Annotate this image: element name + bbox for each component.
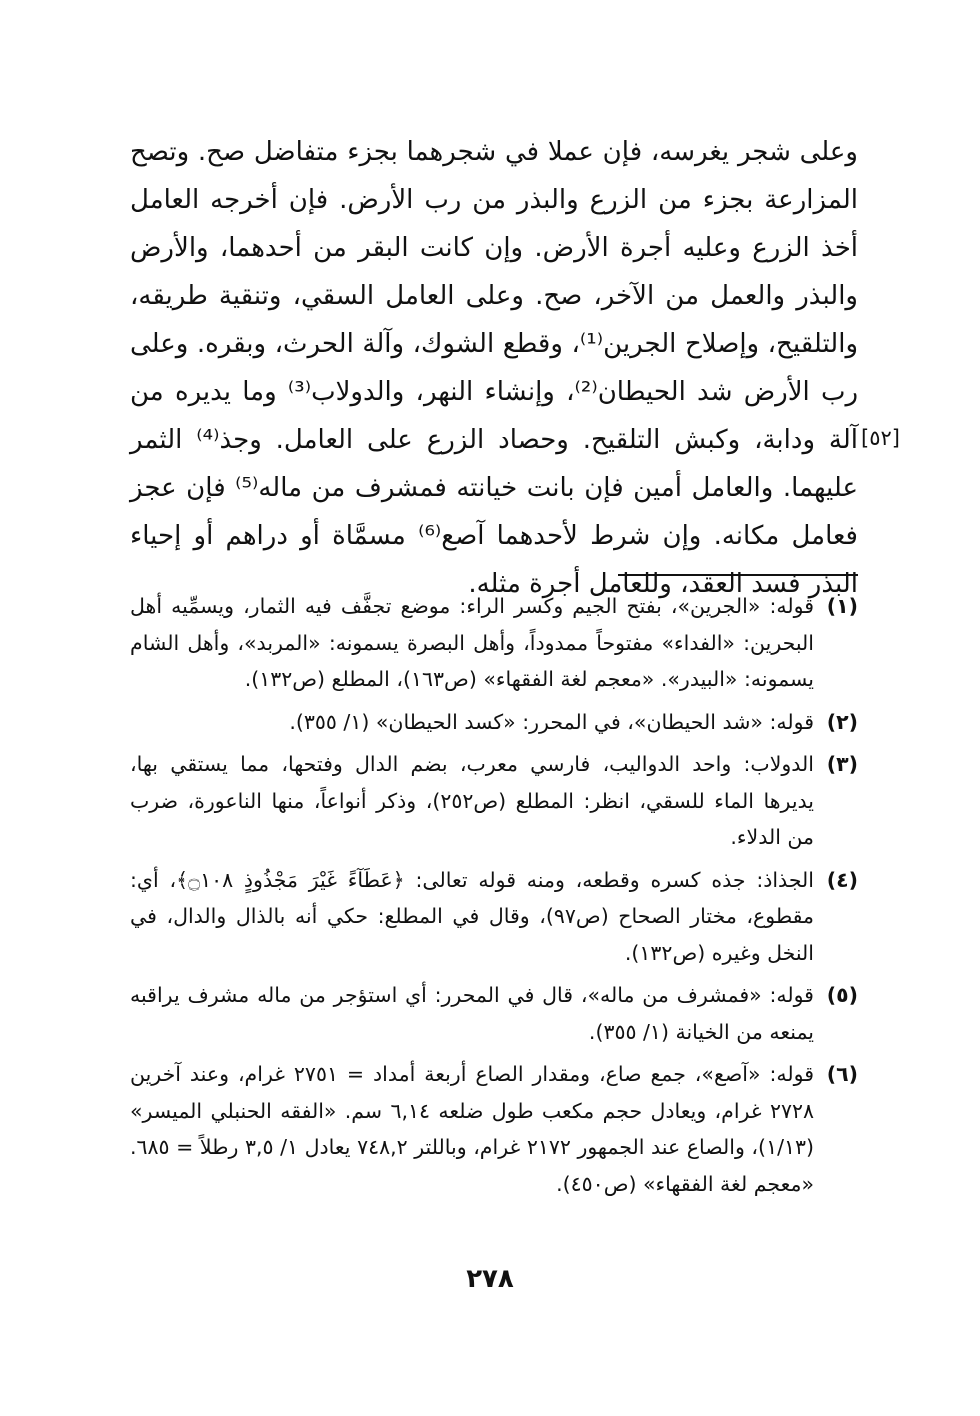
footnote-text: قوله: «آصع»، جمع صاع، ومقدار الصاع أربعة أمداد = ٢٧٥١ غرام، وعند آخرين ٢٧٢٨ غرام، ويعادل حجم مكعب طول ضلعه ٦,١٤ سم. «الفقه الحنبلي الميسر» (١/١٣)، والصاع عند الجمهور ٢١٧٢ غرام، وباللتر ٧٤٨,٢ يعادل ١/ ٣,٥ رطلاً = ٦٨٥. «معجم لغة الفقهاء» (ص٤٥٠). — [130, 1062, 815, 1196]
main-text-block — [130, 128, 858, 608]
footnote-number: (٣) — [826, 752, 858, 776]
footnote-text: قوله: «فمشرف من ماله»، قال في المحرر: أي استؤجر من ماله مشرف يراقبه يمنعه من الخيانة (١/ ٣٥٥). — [130, 983, 814, 1044]
footnote — [130, 862, 858, 972]
footnote-text: قوله: «الجرين»، بفتح الجيم وكسر الراء: موضع تجفَّف فيه الثمار، ويسمِّيه أهل البحرين: «الفداء» مفتوحاً ممدوداً، وأهل البصرة يسمونه: «المربد»، وأهل الشام يسمونه: «البيدر». «معجم لغة الفقهاء» (ص١٦٣)، المطلع (ص١٣٢). — [130, 594, 814, 691]
footnote — [130, 977, 858, 1050]
footnote — [130, 1056, 858, 1202]
footnote — [130, 588, 858, 698]
footnote-text: قوله: «شد الحيطان»، في المحرر: «كسد الحيطان» (١/ ٣٥٥). — [289, 709, 814, 734]
margin-reference: [٥٢] — [861, 426, 900, 450]
footnote-number: (٦) — [826, 1062, 858, 1086]
page-number: ٢٧٨ — [466, 1264, 514, 1294]
footnote-text: الجذاذ: جذه كسره وقطعه، ومنه قوله تعالى: ﴿عَطَآءً غَيْرَ مَجْذُوذٍ ۝١٠٨﴾، أي: مقطوع، مختار الصحاح (ص٩٧)، وقال في المطلع: حكي أنه بالذال والدال، في النخل وغيره (ص١٣٢). — [130, 867, 814, 965]
footnote-number: (٢) — [826, 709, 858, 734]
footnote — [130, 704, 858, 741]
footnote-number: (٥) — [826, 983, 858, 1007]
footnote — [130, 746, 858, 856]
footnotes-section — [130, 588, 858, 1208]
footnote-number: (٤) — [826, 867, 858, 892]
footnote-number: (١) — [826, 594, 858, 618]
footnote-text: الدولاب: واحد الدواليب، فارسي معرب، بضم الدال وفتحها، مما يستقي بها، يديرها الماء للسقي، انظر: المطلع (ص٢٥٢)، وذكر أنواعاً، منها الناعورة، ضرب من الدلاء. — [130, 752, 814, 849]
footnote-divider — [618, 574, 858, 576]
main-paragraph: وعلى شجر يغرسه، فإن عملا في شجرهما بجزء متفاضل صح. وتصح المزارعة بجزء من الزرع والبذر من رب الأرض. فإن أخرجه العامل أخذ الزرع وعليه أجرة الأرض. وإن كانت البقر من أحدهما، والأرض والبذر والعمل من الآخر، صح. وعلى العامل السقي، وتنقية طريقه، والتلقيح، وإصلاح الجرين⁽¹⁾، وقطع الشوك، وآلة الحرث، وبقره. وعلى رب الأرض شد الحيطان⁽²⁾، وإنشاء النهر، والدولاب⁽³⁾ وما يديره من آلة ودابة، وكبش التلقيح. وحصاد الزرع على العامل. وجذ⁽⁴⁾ الثمر عليهما. والعامل أمين فإن بانت خيانته فمشرف من ماله⁽⁵⁾ فإن عجز فعامل مكانه. وإن شرط لأحدهما آصع⁽⁶⁾ مسمَّاة أو دراهم أو إحياء البذر فسد العقد، وللعامل أجرة مثله. — [130, 137, 859, 599]
